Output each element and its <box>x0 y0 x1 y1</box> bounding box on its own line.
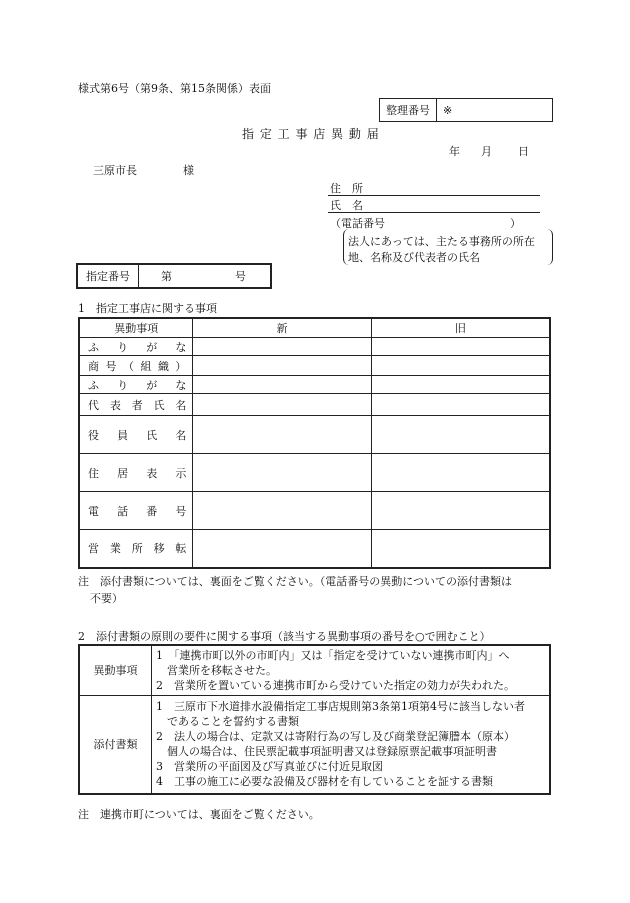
phone-close: ） <box>510 217 521 230</box>
row-label-trade-name: 商号（組織） <box>79 356 193 376</box>
name-field-line[interactable] <box>328 212 540 213</box>
row-label-office-relocation: 営業所移転 <box>79 530 193 568</box>
col-header-old: 旧 <box>371 318 550 338</box>
designation-number-label: 指定番号 <box>78 265 139 287</box>
date-month: 月 <box>481 145 492 158</box>
row-label-phone: 電話番号 <box>79 492 193 530</box>
attachments-table <box>78 644 551 795</box>
row-label-furigana-1: ふりがな <box>79 338 193 356</box>
seiri-value: ※ <box>443 103 453 117</box>
corporate-note-line-2: 地、名称及び代表者の氏名 <box>348 251 480 264</box>
address-label: 住 所 <box>330 182 363 195</box>
cell-new-phone[interactable] <box>193 492 371 530</box>
cell-new-address-display[interactable] <box>193 454 371 492</box>
section2-heading: 2 添付書類の原則の要件に関する事項（該当する異動事項の番号を○で囲むこと） <box>78 630 491 643</box>
attachment-3: 3 営業所の平面図及び写真並びに付近見取図 <box>156 760 383 774</box>
addressee: 三原市長 <box>93 164 137 177</box>
designation-dai: 第 <box>161 270 172 283</box>
attachment-2-line-1: 2 法人の場合は、定款又は寄附行為の写し及び商業登記簿謄本（原本） <box>156 730 515 744</box>
seiri-number-box <box>379 98 553 122</box>
row-label-representative: 代表者氏名 <box>79 394 193 416</box>
attachment-1-line-1: 1 三原市下水道排水設備指定工事店規則第3条第1項第4号に該当しない者 <box>156 700 525 714</box>
change-option-1-line-1: 1 「連携市町以外の市町内」又は「指定を受けていない連携市町内」へ <box>156 649 510 662</box>
honorific: 様 <box>183 164 194 177</box>
date-year: 年 <box>449 145 460 158</box>
cell-old-address-display[interactable] <box>371 454 550 492</box>
designation-number-field[interactable] <box>139 265 270 287</box>
row-label-furigana-2: ふりがな <box>79 376 193 394</box>
row-head-change-items: 異動事項 <box>79 645 152 696</box>
col-header-new: 新 <box>193 318 371 338</box>
attachment-1-line-2: であることを誓約する書類 <box>156 715 299 729</box>
row-head-attachments: 添付書類 <box>79 696 152 794</box>
cell-old-trade-name[interactable] <box>371 356 550 376</box>
name-label: 氏 名 <box>330 199 363 212</box>
change-items-table <box>78 317 551 569</box>
cell-new-representative[interactable] <box>193 394 371 416</box>
designation-go: 号 <box>235 270 246 283</box>
attachment-2-line-2: 個人の場合は、住民票記載事項証明書又は登録原票記載事項証明書 <box>156 745 497 759</box>
cell-old-furigana-2[interactable] <box>371 376 550 394</box>
cell-old-representative[interactable] <box>371 394 550 416</box>
cell-new-furigana-1[interactable] <box>193 338 371 356</box>
cell-old-officers[interactable] <box>371 416 550 454</box>
change-items-options[interactable] <box>152 645 551 696</box>
cell-old-office-relocation[interactable] <box>371 530 550 568</box>
row-label-address-display: 住居表示 <box>79 454 193 492</box>
change-option-1-line-2: 営業所を移転させた。 <box>156 664 277 677</box>
cell-old-phone[interactable] <box>371 492 550 530</box>
cell-new-office-relocation[interactable] <box>193 530 371 568</box>
designation-number-box <box>76 263 272 289</box>
section2-note: 注 連携市町については、裏面をご覧ください。 <box>78 808 320 821</box>
attachments-options[interactable] <box>152 696 551 794</box>
cell-new-officers[interactable] <box>193 416 371 454</box>
cell-new-furigana-2[interactable] <box>193 376 371 394</box>
section1-note-line-1: 注 添付書類については、裏面をご覧ください。（電話番号の異動についての添付書類は <box>78 575 513 588</box>
section1-heading: 1 指定工事店に関する事項 <box>78 302 217 315</box>
form-number: 様式第6号（第9条、第15条関係）表面 <box>78 82 271 95</box>
date-day: 日 <box>518 145 529 158</box>
change-option-2: 2 営業所を置いている連携市町から受けていた指定の効力が失われた。 <box>156 679 515 692</box>
document-title: 指 定 工 事 店 異 動 届 <box>242 127 380 141</box>
attachment-4: 4 工事の施工に必要な設備及び器材を有していることを証する書類 <box>156 775 493 789</box>
phone-label: （電話番号 <box>330 217 385 230</box>
section1-note-line-2: 不要） <box>90 592 123 605</box>
col-header-item: 異動事項 <box>79 318 193 338</box>
cell-new-trade-name[interactable] <box>193 356 371 376</box>
seiri-label: 整理番号 <box>380 99 437 121</box>
corporate-note-line-1: 法人にあっては、主たる事務所の所在 <box>348 235 535 248</box>
cell-old-furigana-1[interactable] <box>371 338 550 356</box>
row-label-officers: 役員氏名 <box>79 416 193 454</box>
address-field-line[interactable] <box>328 195 540 196</box>
